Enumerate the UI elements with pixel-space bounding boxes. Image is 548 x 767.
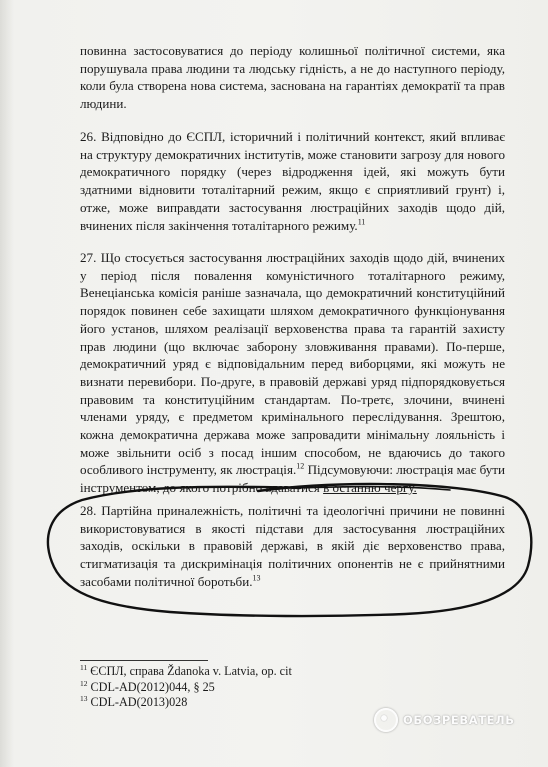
footnote-number: 13 <box>80 693 88 703</box>
text-line: членами уряду, є предметом кримінального переслідування. Зрештою, кожна <box>80 409 505 443</box>
watermark <box>374 707 546 733</box>
text-line: коли була створена нова система, заснована на гарантіях демократії та прав <box>80 78 505 94</box>
footnote-text: ЄСПЛ, справа Ždanoka v. Latvia, op. cit <box>90 664 292 678</box>
underlined-phrase: в останню чергу. <box>323 480 417 496</box>
text-line: оскільки в правовій державі, в якій діє верховенство права, стигматизація та <box>80 538 505 572</box>
text-line: визнати перевибори. По-друге, в правовій державі уряд підпорядковується <box>80 373 505 389</box>
text-line: структуру демократичних інститутів, може становити загрозу для нового <box>96 146 505 162</box>
text-line: демократична держава може запровадити мінімальну лояльність і може <box>80 427 505 460</box>
text-line: закінчення тоталітарного режиму. <box>168 217 358 233</box>
text-line: 28. Партійна приналежність, політичні та ідеологічні причини не повинні <box>80 503 505 518</box>
text-line: період після повалення комуністичного тоталітарного режиму, Венеціанська <box>80 267 505 301</box>
footnote-13 <box>80 695 380 711</box>
text-line: інструменту, як люстрація. <box>146 462 297 478</box>
footnote-separator <box>80 660 208 661</box>
text-line: виправдати застосування люстраційних заходів щодо дій, вчинених після <box>80 199 506 233</box>
text-line: установ, шляхом реалізації верховенства права та гарантій захисту прав <box>80 320 505 354</box>
text-line: Підсумовуючи: люстрація має бути <box>304 462 506 478</box>
footnote-12 <box>80 680 380 696</box>
footnote-ref-11[interactable]: 11 <box>357 217 366 227</box>
paragraph-intro <box>80 42 505 113</box>
text-line: звільнити осіб з посад іншим способом, не вдаючись до такого особливого <box>80 444 505 478</box>
text-line: порушувала права людини та людську гідність, а не до наступного періоду, <box>80 60 505 76</box>
text-line: дискримінація політичних опонентів не є прийнятними засобами політичної <box>80 556 505 589</box>
footnote-number: 11 <box>80 662 88 672</box>
paragraph-28 <box>80 502 505 591</box>
eye-logo-icon <box>374 708 398 732</box>
text-line: людини (що включає заборону зловживання правами). По-перше, <box>113 338 505 354</box>
text-line: використовуватися в якості підстави для застосування люстраційних заходів, <box>80 520 505 554</box>
footnote-11 <box>80 664 380 680</box>
paragraph-26 <box>80 128 505 234</box>
text-line: 27. Що стосується застосування люстраційних заходів щодо дій, вчинених у <box>80 250 505 283</box>
text-line: повинна застосовуватися до періоду колишньої політичної системи, яка <box>80 43 505 58</box>
text-line: комісія раніше зазначала, що демократичний конституційний порядок <box>80 285 505 319</box>
text-line: повинен себе захищати шляхом демократичного функціонування його <box>80 303 505 336</box>
footnote-ref-13[interactable]: 13 <box>252 573 261 583</box>
text-line: демократичний уряд є відповідальним перед виборцями, які можуть не <box>80 356 505 372</box>
footnotes <box>80 664 380 711</box>
text-line: правовим та конституційним стандартам. По-третє, злочини, вчинені <box>80 391 505 407</box>
footnote-ref-12[interactable]: 12 <box>296 462 305 472</box>
footnote-text: CDL-AD(2012)044, § 25 <box>90 679 215 694</box>
footnote-number: 12 <box>80 678 88 688</box>
paragraph-27 <box>80 249 505 497</box>
text-line: боротьби. <box>197 573 253 589</box>
footnote-text: CDL-AD(2013)028 <box>90 695 188 709</box>
watermark-text: ОБОЗРЕВАТЕЛЬ <box>403 713 515 727</box>
text-line: демократичного порядку (через відродження ідей, які можуть бути здатними <box>80 164 505 198</box>
text-line: відновити тоталітарний режим, якщо є сприятливий грунт) і, отже, може <box>80 182 505 215</box>
text-line: 26. Відповідно до ЄСПЛ, історичний і політичний контекст, який впливає на <box>80 129 505 162</box>
text-line: людини. <box>80 96 127 112</box>
text-line: інструментом, до якого потрібно вдаватися <box>80 480 324 496</box>
